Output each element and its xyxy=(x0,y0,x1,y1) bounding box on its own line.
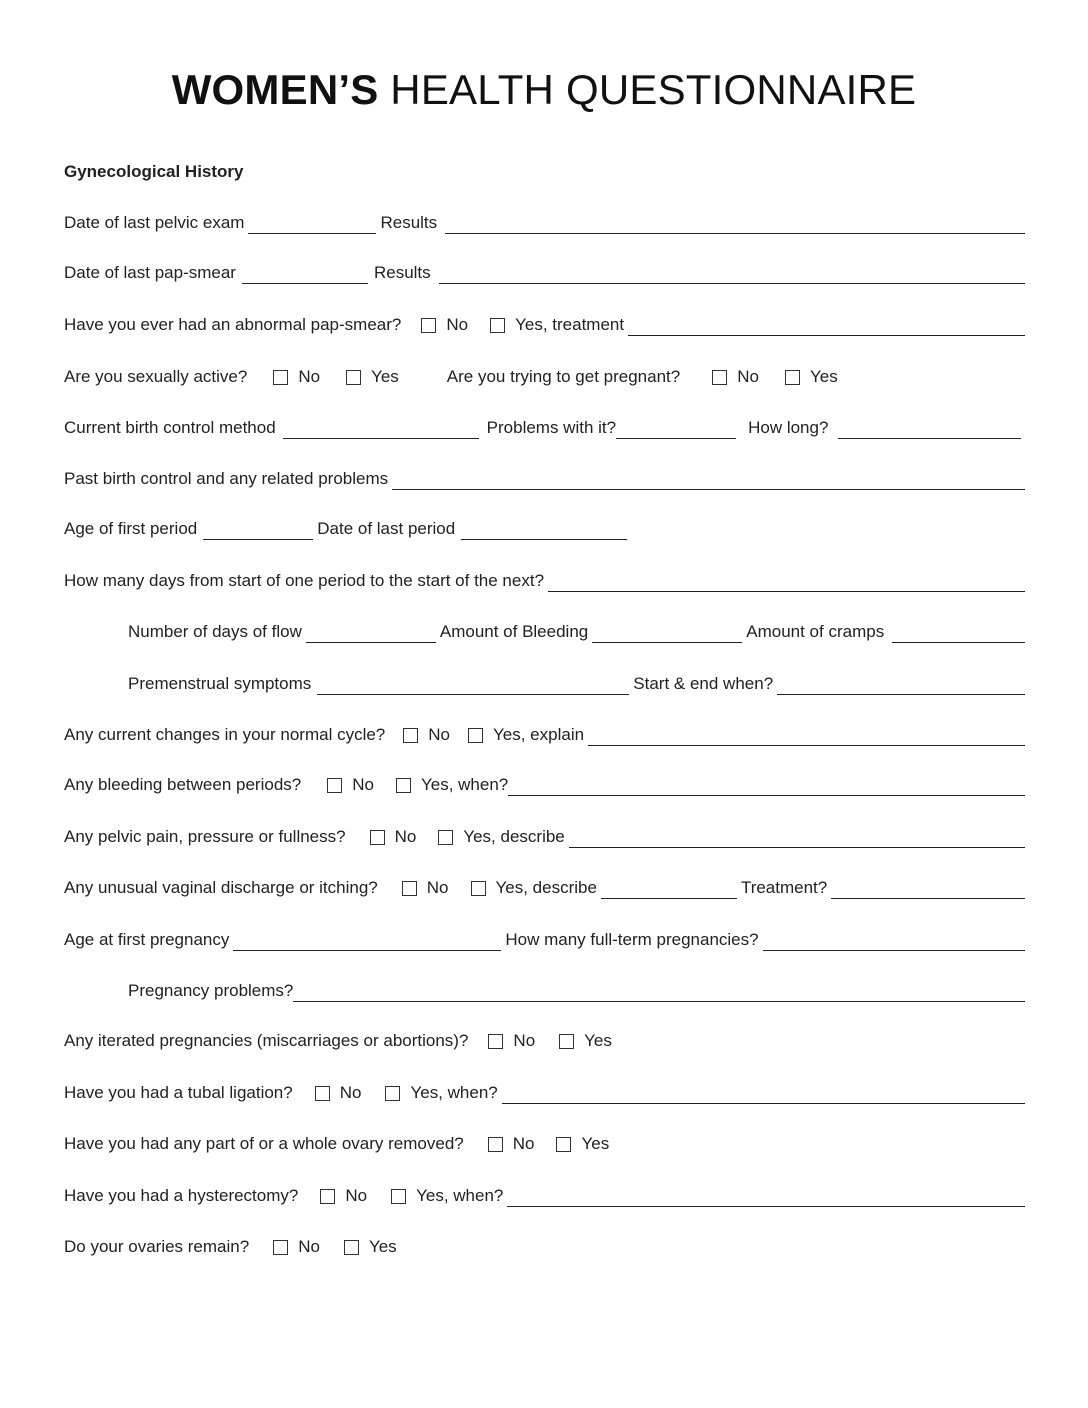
abnormal-pap-yes-checkbox[interactable] xyxy=(490,318,505,333)
label-hysterectomy: Have you had a hysterectomy? xyxy=(64,1186,299,1205)
amount-bleeding-field[interactable] xyxy=(592,624,742,643)
pelvic-pain-no-checkbox[interactable] xyxy=(370,830,385,845)
tubal-when-field[interactable] xyxy=(502,1085,1025,1104)
label-cycle-length: How many days from start of one period to the start of the next? xyxy=(64,571,545,590)
label-bc-how-long: How long? xyxy=(748,418,829,437)
iterated-yes-checkbox[interactable] xyxy=(559,1034,574,1049)
ovaries-remain-yes-label: Yes xyxy=(368,1237,397,1256)
cycle-changes-yes-checkbox[interactable] xyxy=(468,728,483,743)
ovaries-remain-no-label: No xyxy=(298,1237,320,1256)
tubal-yes-label: Yes, when? xyxy=(410,1083,498,1102)
pregnancy-problems-field[interactable] xyxy=(293,983,1025,1002)
row-first-period xyxy=(64,516,1025,540)
bc-how-long-field[interactable] xyxy=(838,420,1021,439)
row-premenstrual xyxy=(128,671,1025,695)
premenstrual-field[interactable] xyxy=(317,676,629,695)
row-cycle-changes xyxy=(64,722,1025,746)
discharge-treatment-field[interactable] xyxy=(831,880,1025,899)
label-ovary-removed: Have you had any part of or a whole ovary removed? xyxy=(64,1134,464,1153)
first-period-age-field[interactable] xyxy=(203,521,313,540)
label-tubal-ligation: Have you had a tubal ligation? xyxy=(64,1083,293,1102)
label-bleeding-between: Any bleeding between periods? xyxy=(64,775,302,794)
trying-pregnant-no-checkbox[interactable] xyxy=(712,370,727,385)
page-title xyxy=(0,66,1088,114)
label-pregnancy-problems: Pregnancy problems? xyxy=(128,981,294,1000)
label-ovaries-remain: Do your ovaries remain? xyxy=(64,1237,250,1256)
ovary-removed-yes-label: Yes xyxy=(581,1134,610,1153)
label-discharge-treatment: Treatment? xyxy=(740,878,828,897)
first-pregnancy-age-field[interactable] xyxy=(233,932,501,951)
row-sexually-active xyxy=(64,364,1025,388)
tubal-yes-checkbox[interactable] xyxy=(385,1086,400,1101)
row-abnormal-pap xyxy=(64,312,1025,336)
pelvic-results-field[interactable] xyxy=(445,215,1025,234)
label-iterated-pregnancies: Any iterated pregnancies (miscarriages or abortions)? xyxy=(64,1031,469,1050)
sexually-active-no-label: No xyxy=(298,367,321,386)
label-trying-pregnant: Are you trying to get pregnant? xyxy=(446,367,681,386)
sexually-active-yes-label: Yes xyxy=(371,367,399,386)
pap-results-field[interactable] xyxy=(439,265,1025,284)
abnormal-pap-treatment-field[interactable] xyxy=(628,317,1025,336)
cycle-changes-no-checkbox[interactable] xyxy=(403,728,418,743)
row-past-birth-control xyxy=(64,466,1025,490)
row-discharge xyxy=(64,875,1025,899)
days-of-flow-field[interactable] xyxy=(306,624,436,643)
ovary-removed-no-checkbox[interactable] xyxy=(488,1137,503,1152)
discharge-yes-checkbox[interactable] xyxy=(471,881,486,896)
row-first-pregnancy xyxy=(64,927,1025,951)
sexually-active-yes-checkbox[interactable] xyxy=(346,370,361,385)
label-first-period: Age of first period xyxy=(64,519,198,538)
bleeding-between-yes-checkbox[interactable] xyxy=(396,778,411,793)
pelvic-pain-yes-checkbox[interactable] xyxy=(438,830,453,845)
iterated-yes-label: Yes xyxy=(584,1031,612,1050)
past-birth-control-field[interactable] xyxy=(392,471,1025,490)
pap-smear-date-field[interactable] xyxy=(242,265,368,284)
last-period-date-field[interactable] xyxy=(461,521,627,540)
hysterectomy-when-field[interactable] xyxy=(507,1188,1025,1207)
label-bc-problems: Problems with it? xyxy=(486,418,617,437)
bc-problems-field[interactable] xyxy=(616,420,736,439)
trying-pregnant-yes-label: Yes xyxy=(809,367,838,386)
label-pap-smear: Date of last pap-smear xyxy=(64,263,236,282)
abnormal-pap-no-label: No xyxy=(446,315,469,334)
row-bleeding-between xyxy=(64,772,1025,796)
ovary-removed-yes-checkbox[interactable] xyxy=(556,1137,571,1152)
row-pelvic-pain xyxy=(64,824,1025,848)
iterated-no-label: No xyxy=(513,1031,536,1050)
row-ovary-removed xyxy=(64,1131,1025,1155)
title-bold: WOMEN’S xyxy=(171,66,379,113)
row-birth-control xyxy=(64,415,1025,439)
pelvic-pain-describe-field[interactable] xyxy=(569,829,1025,848)
start-end-field[interactable] xyxy=(777,676,1025,695)
row-iterated-pregnancies xyxy=(64,1028,1025,1052)
label-abnormal-pap: Have you ever had an abnormal pap-smear? xyxy=(64,315,402,334)
cycle-changes-explain-field[interactable] xyxy=(588,727,1025,746)
title-rest: HEALTH QUESTIONNAIRE xyxy=(378,66,917,113)
bleeding-between-no-checkbox[interactable] xyxy=(327,778,342,793)
tubal-no-checkbox[interactable] xyxy=(315,1086,330,1101)
section-heading: Gynecological History xyxy=(64,162,244,181)
label-days-of-flow: Number of days of flow xyxy=(128,622,302,641)
full-term-field[interactable] xyxy=(763,932,1025,951)
abnormal-pap-no-checkbox[interactable] xyxy=(421,318,436,333)
row-flow xyxy=(128,619,1025,643)
row-pregnancy-problems xyxy=(128,978,1025,1002)
hysterectomy-yes-label: Yes, when? xyxy=(416,1186,504,1205)
hysterectomy-no-checkbox[interactable] xyxy=(320,1189,335,1204)
row-cycle-length xyxy=(64,568,1025,592)
cycle-length-field[interactable] xyxy=(548,573,1025,592)
ovary-removed-no-label: No xyxy=(512,1134,535,1153)
label-birth-control: Current birth control method xyxy=(64,418,276,437)
label-premenstrual: Premenstrual symptoms xyxy=(128,674,312,693)
label-first-pregnancy: Age at first pregnancy xyxy=(64,930,230,949)
label-start-end: Start & end when? xyxy=(633,674,774,693)
ovaries-remain-no-checkbox[interactable] xyxy=(273,1240,288,1255)
trying-pregnant-yes-checkbox[interactable] xyxy=(785,370,800,385)
label-past-birth-control: Past birth control and any related problems xyxy=(64,469,389,488)
discharge-no-checkbox[interactable] xyxy=(402,881,417,896)
discharge-no-label: No xyxy=(426,878,449,897)
cycle-changes-no-label: No xyxy=(428,725,450,744)
discharge-describe-field[interactable] xyxy=(601,880,737,899)
pelvic-pain-no-label: No xyxy=(394,827,417,846)
hysterectomy-yes-checkbox[interactable] xyxy=(391,1189,406,1204)
label-pelvic-results: Results xyxy=(380,213,438,232)
label-cycle-changes: Any current changes in your normal cycle? xyxy=(64,725,386,744)
bleeding-between-yes-label: Yes, when? xyxy=(420,775,509,794)
label-sexually-active: Are you sexually active? xyxy=(64,367,248,386)
tubal-no-label: No xyxy=(339,1083,362,1102)
row-pap-smear xyxy=(64,260,1025,284)
row-pelvic-exam xyxy=(64,210,1025,234)
label-discharge: Any unusual vaginal discharge or itching? xyxy=(64,878,378,897)
trying-pregnant-no-label: No xyxy=(737,367,759,386)
bleeding-between-when-field[interactable] xyxy=(508,777,1025,796)
hysterectomy-no-label: No xyxy=(345,1186,368,1205)
label-pelvic-pain: Any pelvic pain, pressure or fullness? xyxy=(64,827,346,846)
row-tubal-ligation xyxy=(64,1080,1025,1104)
label-amount-bleeding: Amount of Bleeding xyxy=(439,622,589,641)
row-hysterectomy xyxy=(64,1183,1025,1207)
cycle-changes-yes-label: Yes, explain xyxy=(493,725,585,744)
iterated-no-checkbox[interactable] xyxy=(488,1034,503,1049)
abnormal-pap-yes-label: Yes, treatment xyxy=(515,315,625,334)
row-ovaries-remain xyxy=(64,1234,1025,1258)
label-last-period: Date of last period xyxy=(317,519,456,538)
label-full-term: How many full-term pregnancies? xyxy=(505,930,759,949)
pelvic-pain-yes-label: Yes, describe xyxy=(463,827,565,846)
discharge-yes-label: Yes, describe xyxy=(495,878,597,897)
bleeding-between-no-label: No xyxy=(352,775,374,794)
sexually-active-no-checkbox[interactable] xyxy=(273,370,288,385)
birth-control-method-field[interactable] xyxy=(283,420,479,439)
label-pap-results: Results xyxy=(373,263,431,282)
amount-cramps-field[interactable] xyxy=(892,624,1025,643)
ovaries-remain-yes-checkbox[interactable] xyxy=(344,1240,359,1255)
label-amount-cramps: Amount of cramps xyxy=(746,622,885,641)
pelvic-exam-date-field[interactable] xyxy=(248,215,376,234)
label-pelvic-exam: Date of last pelvic exam xyxy=(64,213,245,232)
